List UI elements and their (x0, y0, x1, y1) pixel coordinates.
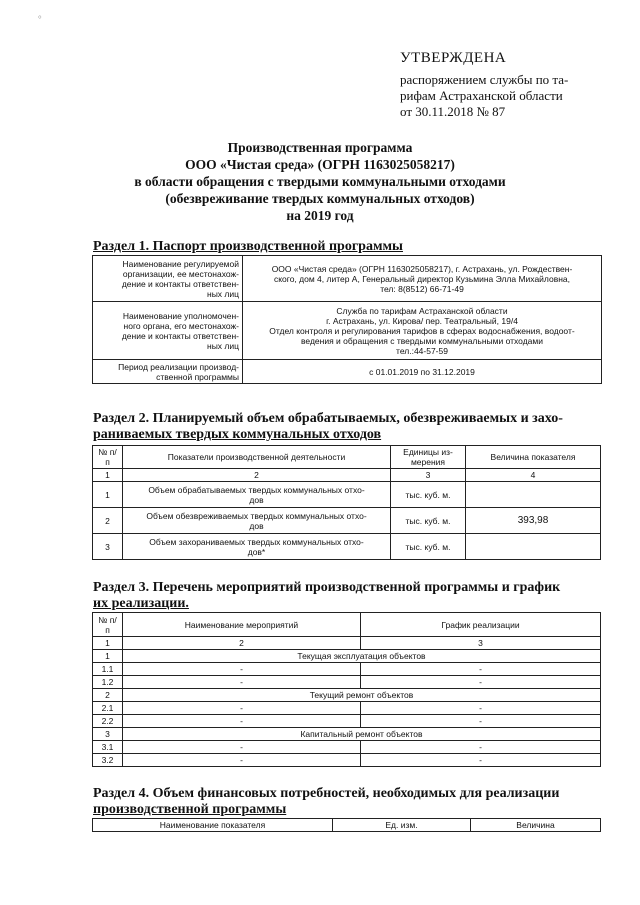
document-title (60, 139, 580, 224)
table-row (93, 360, 602, 384)
passport-value: Служба по тарифам Астраханской области г. Астрахань, ул. Кирова/ пер. Театральный, 19/4 Отдел контроля и регулирования тарифов в сферах водоснабжения, водоот- ведения и обращения с твердыми коммунальными отходами тел.:44-57-59 (243, 302, 602, 360)
numbering-row: 1 2 3 4 (93, 469, 601, 482)
approval-line: распоряжением службы по та- (400, 72, 569, 87)
col-header: Наименование мероприятий (123, 613, 361, 637)
passport-value: с 01.01.2019 по 31.12.2019 (243, 360, 602, 384)
col-header: № п/п (93, 446, 123, 469)
section1-heading: Раздел 1. Паспорт производственной программы (93, 239, 403, 254)
passport-value: ООО «Чистая среда» (ОГРН 1163025058217), г. Астрахань, ул. Рождествен- ского, дом 4, литер А, Генеральный директор Кузьмина Элла Михайловна, тел: 8(8512) 66-71-49 (243, 256, 602, 302)
table-row: 3.1 - - (93, 741, 601, 754)
table-row (93, 256, 602, 302)
volumes-table (92, 445, 601, 560)
activities-table (92, 612, 601, 767)
title-line: на 2019 год (286, 208, 354, 223)
table-row: 1.2 - - (93, 676, 601, 689)
col-header: Единицы из- мерения (391, 446, 466, 469)
col-header: Ед. изм. (333, 819, 471, 832)
group-row: 3 Капитальный ремонт объектов (93, 728, 601, 741)
col-header: График реализации (361, 613, 601, 637)
table-header-row (93, 613, 601, 637)
group-row: 2 Текущий ремонт объектов (93, 689, 601, 702)
col-header: Величина показателя (466, 446, 601, 469)
title-line: Производственная программа (227, 140, 413, 155)
title-line: (обезвреживание твердых коммунальных отходов) (165, 191, 475, 206)
finance-table (92, 818, 601, 832)
table-row: 3 Объем захораниваемых твердых коммунальных отхо- дов* тыс. куб. м. (93, 534, 601, 560)
approval-line: от 30.11.2018 № 87 (400, 104, 506, 119)
passport-label: Наименование уполномочен- ного органа, его местонахож- дение и контакты ответствен- ных лиц (93, 302, 243, 360)
title-line: ООО «Чистая среда» (ОГРН 1163025058217) (185, 157, 455, 172)
scan-mark: ° (38, 14, 42, 24)
table-row: 2 Объем обезвреживаемых твердых коммунальных отхо- дов тыс. куб. м. 393,98 (93, 508, 601, 534)
col-header: Наименование показателя (93, 819, 333, 832)
table-row: 2.1 - - (93, 702, 601, 715)
col-header: Величина (471, 819, 601, 832)
col-header: № п/п (93, 613, 123, 637)
table-row: 1.1 - - (93, 663, 601, 676)
table-row: 3.2 - - (93, 754, 601, 767)
table-row (93, 302, 602, 360)
col-header: Показатели производственной деятельности (123, 446, 391, 469)
table-header-row (93, 819, 601, 832)
table-row: 1 Объем обрабатываемых твердых коммунальных отхо- дов тыс. куб. м. (93, 482, 601, 508)
approval-block (400, 50, 625, 120)
table-row: 2.2 - - (93, 715, 601, 728)
passport-label: Наименование регулируемой организации, ее местонахож- дение и контакты ответствен- ных лиц (93, 256, 243, 302)
section3-heading: Раздел 3. Перечень мероприятий производственной программы и график их реализации. (93, 580, 561, 611)
approval-heading: УТВЕРЖДЕНА (400, 50, 507, 66)
section4-heading: Раздел 4. Объем финансовых потребностей, необходимых для реализации производственной программы (93, 786, 560, 817)
table-header-row (93, 446, 601, 469)
title-line: в области обращения с твердыми коммунальными отходами (134, 174, 506, 189)
approval-line: рифам Астраханской области (400, 88, 563, 103)
numbering-row: 1 2 3 (93, 637, 601, 650)
passport-label: Период реализации производ- ственной программы (93, 360, 243, 384)
passport-table (92, 255, 602, 384)
group-row: 1 Текущая эксплуатация объектов (93, 650, 601, 663)
section2-heading: Раздел 2. Планируемый объем обрабатываемых, обезвреживаемых и захо- раниваемых твердых коммунальных отходов (93, 411, 563, 442)
